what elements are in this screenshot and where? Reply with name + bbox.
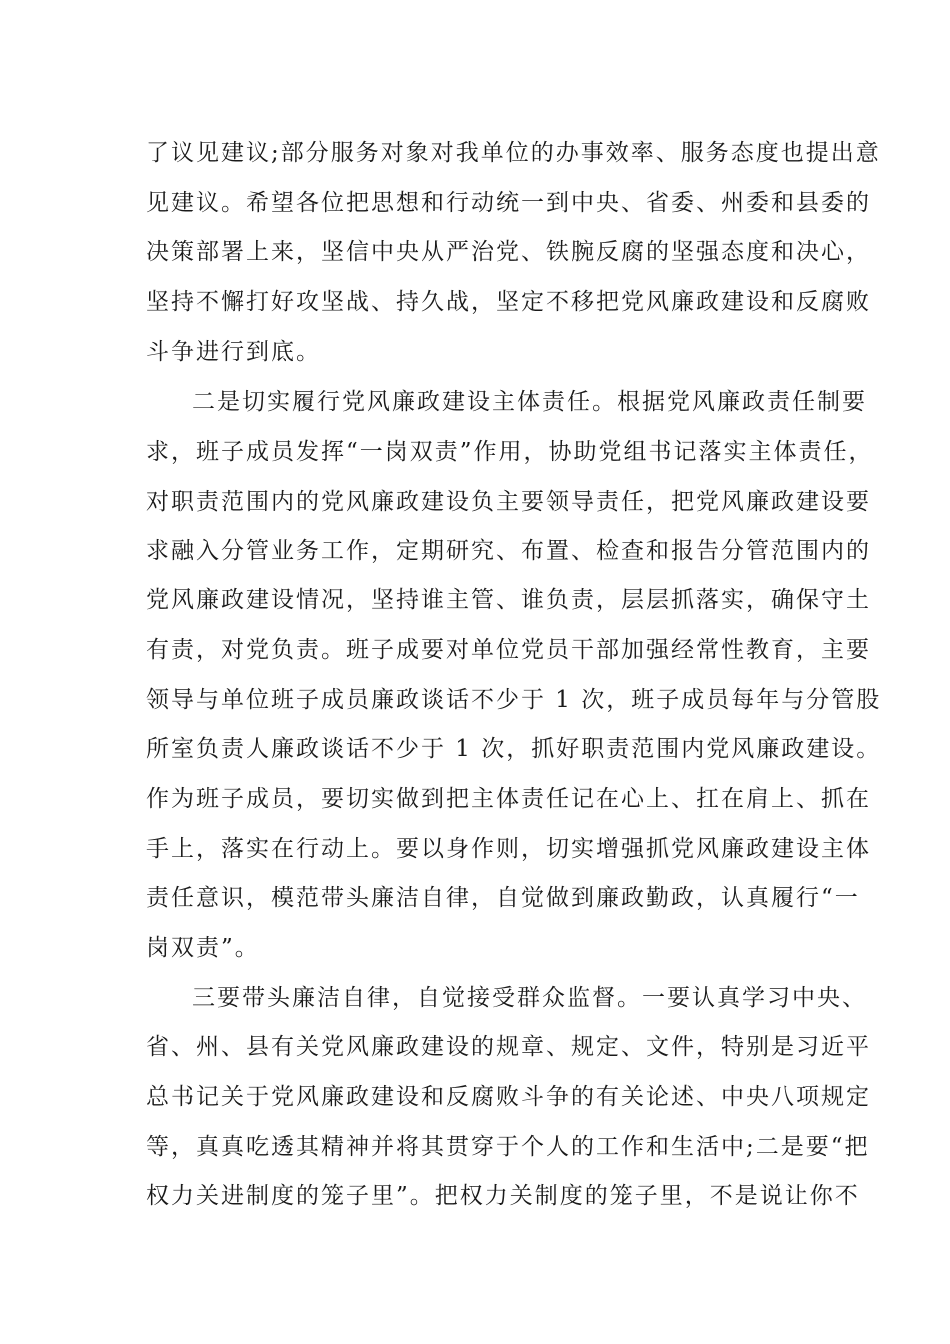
paragraph-first-line: 二是切实履行党风廉政建设主体责任。根据党风廉政责任制要 [192, 389, 867, 415]
text-line: 坚持不懈打好攻坚战、持久战，坚定不移把党风廉政建设和反腐败 [146, 289, 871, 315]
text-line: 所室负责人廉政谈话不少于 1 次，抓好职责范围内党风廉政建设。 [146, 736, 882, 762]
text-line: 对职责范围内的党风廉政建设负主要领导责任，把党风廉政建设要 [146, 489, 871, 515]
text-line: 决策部署上来，坚信中央从严治党、铁腕反腐的坚强态度和决心， [146, 239, 871, 265]
text-line: 等，真真吃透其精神并将其贯穿于个人的工作和生活中;二是要“把 [146, 1134, 870, 1160]
text-line: 见建议。希望各位把思想和行动统一到中央、省委、州委和县委的 [146, 190, 871, 216]
text-line: 权力关进制度的笼子里”。把权力关制度的笼子里，不是说让你不 [146, 1183, 860, 1209]
text-line: 岗双责”。 [146, 935, 260, 961]
text-line: 责任意识，模范带头廉洁自律，自觉做到廉政勤政，认真履行“一 [146, 885, 860, 911]
text-line: 斗争进行到底。 [146, 339, 321, 365]
text-line: 有责，对党负责。班子成要对单位党员干部加强经常性教育，主要 [146, 637, 871, 663]
text-line: 了议见建议;部分服务对象对我单位的办事效率、服务态度也提出意 [146, 140, 881, 166]
paragraph-first-line: 三要带头廉洁自律，自觉接受群众监督。一要认真学习中央、 [192, 985, 867, 1011]
text-line: 求融入分管业务工作，定期研究、布置、检查和报告分管范围内的 [146, 538, 871, 564]
text-line: 手上，落实在行动上。要以身作则，切实增强抓党风廉政建设主体 [146, 836, 871, 862]
text-line: 求，班子成员发挥“一岗双责”作用，协助党组书记落实主体责任， [146, 439, 874, 465]
text-line: 总书记关于党风廉政建设和反腐败斗争的有关论述、中央八项规定 [146, 1084, 871, 1110]
text-line: 省、州、县有关党风廉政建设的规章、规定、文件，特别是习近平 [146, 1034, 871, 1060]
text-line: 领导与单位班子成员廉政谈话不少于 1 次，班子成员每年与分管股 [146, 687, 882, 713]
text-line: 作为班子成员，要切实做到把主体责任记在心上、扛在肩上、抓在 [146, 786, 871, 812]
text-line: 党风廉政建设情况，坚持谁主管、谁负责，层层抓落实，确保守土 [146, 587, 871, 613]
